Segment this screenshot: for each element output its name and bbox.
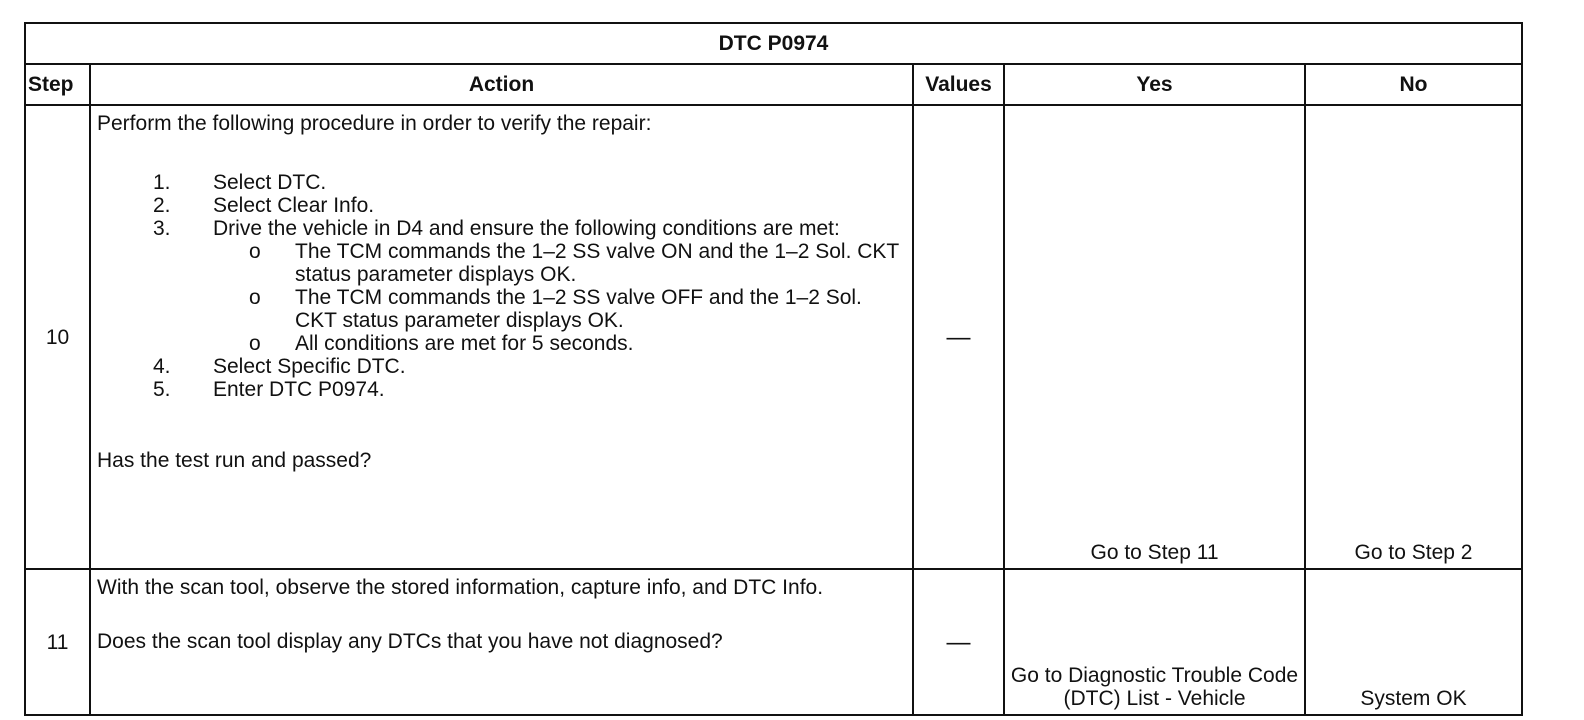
step-num: 3. (153, 217, 171, 240)
procedure-step (153, 355, 906, 378)
action-header: Action (90, 64, 913, 105)
step-number: 11 (25, 569, 90, 715)
condition-item (249, 240, 906, 286)
action-cell (90, 569, 913, 715)
action-question: Does the scan tool display any DTCs that you have not diagnosed? (97, 630, 723, 653)
step-num: 5. (153, 378, 171, 401)
values-cell: — (913, 105, 1004, 569)
condition-item (249, 286, 906, 332)
condition-list (213, 240, 906, 355)
procedure-list (97, 171, 906, 401)
step-text: Select DTC. (213, 171, 327, 194)
step-num: 4. (153, 355, 171, 378)
yes-cell: Go to Diagnostic Trouble Code (DTC) List - Vehicle (1004, 569, 1305, 715)
condition-text: The TCM commands the 1–2 SS valve ON and the 1–2 Sol. CKT status parameter displays OK. (295, 240, 899, 286)
values-header: Values (913, 64, 1004, 105)
bullet-icon: o (249, 286, 261, 309)
step-text: Drive the vehicle in D4 and ensure the following conditions are met: (213, 217, 840, 240)
dtc-table (24, 22, 1523, 716)
step-num: 1. (153, 171, 171, 194)
action-intro: Perform the following procedure in order to verify the repair: (97, 112, 652, 135)
yes-header: Yes (1004, 64, 1305, 105)
table-row (25, 105, 1522, 569)
step-number: 10 (25, 105, 90, 569)
step-text: Select Specific DTC. (213, 355, 406, 378)
procedure-step (153, 217, 906, 355)
condition-text: All conditions are met for 5 seconds. (295, 332, 634, 355)
bullet-icon: o (249, 240, 261, 263)
yes-cell: Go to Step 11 (1004, 105, 1305, 569)
no-header: No (1305, 64, 1522, 105)
procedure-step (153, 171, 906, 194)
procedure-step (153, 378, 906, 401)
step-num: 2. (153, 194, 171, 217)
table-title: DTC P0974 (25, 23, 1522, 64)
action-intro: With the scan tool, observe the stored information, capture info, and DTC Info. (97, 576, 824, 599)
no-cell: Go to Step 2 (1305, 105, 1522, 569)
no-cell: System OK (1305, 569, 1522, 715)
table-row (25, 569, 1522, 715)
step-header: Step (25, 64, 90, 105)
bullet-icon: o (249, 332, 261, 355)
action-cell (90, 105, 913, 569)
step-text: Enter DTC P0974. (213, 378, 385, 401)
condition-item (249, 332, 906, 355)
procedure-step (153, 194, 906, 217)
values-cell: — (913, 569, 1004, 715)
header-row (25, 64, 1522, 105)
condition-text: The TCM commands the 1–2 SS valve OFF and the 1–2 Sol. CKT status parameter displays OK. (295, 286, 862, 332)
step-text: Select Clear Info. (213, 194, 375, 217)
action-question: Has the test run and passed? (97, 449, 372, 472)
